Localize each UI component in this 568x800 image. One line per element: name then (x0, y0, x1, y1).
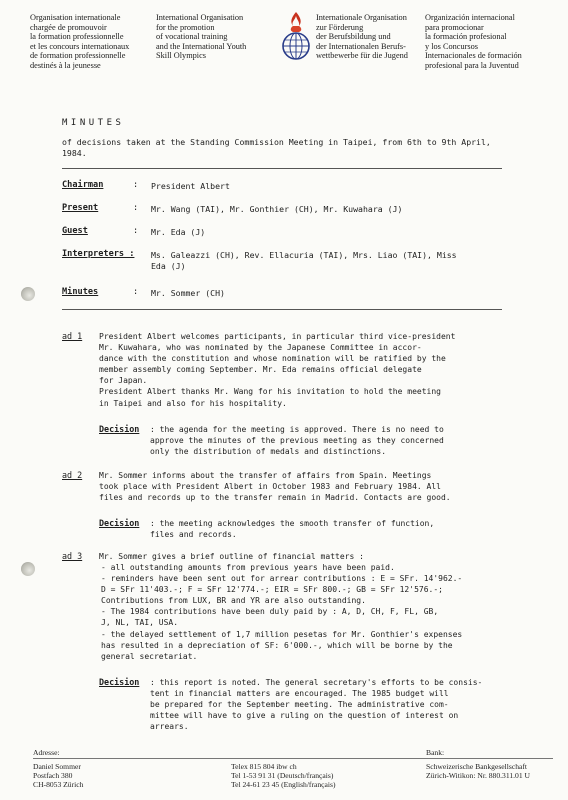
decision-line: : the meeting acknowledges the smooth transfer of function, (150, 519, 435, 528)
chairman-value: President Albert (151, 181, 230, 191)
present-label: Present (62, 203, 99, 213)
item-line: Mr. Sommer informs about the transfer of affairs from Spain. Meetings (99, 471, 432, 480)
decision-text-ad3 (150, 677, 500, 732)
item-line: member assembly coming September. Mr. Eda remains official delegate (99, 365, 422, 375)
bullet-line: - the delayed settlement of 1,7 million pesetas for Mr. Gonthier's expenses (101, 629, 463, 639)
item-line: Mr. Kuwahara, who was nominated by the Japanese Committee in accor- (99, 343, 422, 353)
decision-line: : this report is noted. The general secretary's efforts to be consis- (150, 678, 483, 687)
item-line: for Japan. (99, 376, 148, 386)
decision-line: mittee will have to give a ruling on the question of interest on (150, 711, 459, 721)
letterhead-line: der Internationalen Berufs- (316, 41, 406, 51)
document-title: MINUTES (62, 118, 125, 128)
letterhead-line: zur Förderung (316, 22, 364, 32)
decision-line: approve the minutes of the previous meeting as they concerned (150, 436, 444, 446)
letterhead-col-de (316, 13, 408, 61)
item-line: took place with President Albert in October 1983 and February 1984. All (99, 482, 441, 492)
letterhead-col-en (156, 13, 246, 61)
bank-line: Schweizerische Bankgesellschaft (426, 762, 527, 771)
minutes-value: Mr. Sommer (CH) (151, 288, 225, 298)
meta-divider (62, 309, 502, 310)
letterhead-line: de formation professionnelle (30, 51, 126, 61)
item-label-ad3: ad 3 (62, 551, 83, 561)
meta-colon: : (133, 226, 139, 236)
contact-block (231, 762, 336, 789)
letterhead-line: profesional para la Juventud (425, 60, 519, 70)
item-label-ad2: ad 2 (62, 470, 83, 480)
decision-line: tent in financial matters are encouraged. The 1985 budget will (150, 689, 449, 699)
decision-text-ad1 (150, 424, 500, 457)
letterhead-line: Internacionales de formación (425, 51, 522, 61)
item-body-ad1 (99, 331, 499, 409)
contact-line: Telex 815 804 ibw ch (231, 762, 297, 771)
bank-label: Bank: (426, 748, 445, 757)
guest-label: Guest (62, 226, 88, 236)
item-line: President Albert welcomes participants, in particular third vice-president (99, 332, 456, 341)
interpreters-value: Ms. Galeazzi (CH), Rev. Ellacuria (TAI), Mrs. Liao (TAI), Miss Eda (J) (151, 250, 457, 271)
bullet-line: D = SFr 11'403.-; F = SFr 12'774.-; EIR = SFr 800.-; GB = SFr 12'576.-; (101, 585, 443, 595)
item-body-ad3 (99, 551, 499, 562)
letterhead-line: International Organisation (156, 13, 244, 22)
item-line: Mr. Sommer gives a brief outline of financial matters : (99, 552, 364, 561)
item-body-ad2 (99, 470, 499, 503)
guest-value: Mr. Eda (J) (151, 227, 206, 237)
letterhead-line: chargée de promouvoir (30, 22, 107, 32)
bullet-line: Contributions from LUX, BR and YR are also outstanding. (101, 596, 366, 606)
letterhead-line: Internationale Organisation (316, 13, 407, 22)
punch-hole (21, 287, 35, 301)
decision-line: only the distribution of medals and distinctions. (150, 447, 387, 457)
decision-line: arrears. (150, 722, 189, 732)
decision-line: : the agenda for the meeting is approved. There is no need to (150, 425, 444, 434)
decision-line: files and records. (150, 530, 237, 540)
address-line: Daniel Sommer (33, 762, 81, 771)
punch-hole (21, 562, 35, 576)
bullet-line: - reminders have been sent out for arrear contributions : E = SFr. 14'962.- (101, 574, 463, 584)
address-line: Postfach 380 (33, 771, 73, 780)
letterhead-line: of vocational training (156, 32, 228, 42)
contact-line: Tel 24-61 23 45 (English/français) (231, 780, 336, 789)
meta-colon: : (133, 180, 139, 190)
bullet-line: J, NL, TAI, USA. (101, 618, 179, 628)
item-line: President Albert thanks Mr. Wang for his invitation to hold the meeting (99, 387, 441, 397)
letterhead-line: y los Concursos (425, 41, 479, 51)
decision-label: Decision (99, 677, 140, 687)
letterhead-col-es (425, 13, 522, 71)
bank-line: Zürich-Witikon: Nr. 880.311.01 U (426, 771, 531, 780)
address-label: Adresse: (33, 748, 60, 757)
footer-divider (33, 758, 553, 759)
address-block (33, 762, 83, 789)
letterhead-col-fr (30, 13, 129, 71)
financial-bullets (101, 562, 501, 662)
header-divider (62, 168, 502, 169)
letterhead-line: der Berufsbildung und (316, 32, 391, 42)
letterhead-line: Skill Olympics (156, 51, 207, 61)
decision-line: be prepared for the September meeting. The administrative com- (150, 700, 449, 710)
interpreters-label: Interpreters : (62, 249, 135, 259)
bullet-line: has resulted in a depreciation of SF: 6'000.-, which will be borne by the (101, 640, 453, 650)
item-line: dance with the constitution and whose nomination will be ratified by the (99, 354, 446, 364)
present-value: Mr. Wang (TAI), Mr. Gonthier (CH), Mr. Kuwahara (J) (151, 204, 403, 214)
document-intro: of decisions taken at the Standing Commission Meeting in Taipei, from 6th to 9th April, 1984. (62, 137, 491, 158)
letterhead-line: destinés à la jeunesse (30, 60, 101, 70)
letterhead-line: et les concours internationaux (30, 41, 130, 51)
meta-colon: : (133, 203, 139, 213)
bank-block (426, 762, 530, 780)
decision-label: Decision (99, 424, 140, 434)
bullet-line: - The 1984 contributions have been duly paid by : A, D, CH, F, FL, GB, (101, 607, 439, 617)
meta-colon: : (133, 287, 139, 297)
minutes-label: Minutes (62, 287, 99, 297)
letterhead-line: Organisation internationale (30, 13, 121, 22)
item-line: files and records up to the transfer remain in Madrid. Contacts are good. (99, 493, 451, 503)
letterhead-line: for the promotion (156, 22, 215, 32)
letterhead-line: la formación profesional (425, 32, 507, 42)
letterhead-line: wettbewerbe für die Jugend (316, 51, 408, 61)
address-line: CH-8053 Zürich (33, 780, 84, 789)
bullet-line: general secretariat. (101, 651, 198, 661)
letterhead-line: la formation professionnelle (30, 32, 124, 42)
decision-text-ad2 (150, 518, 500, 540)
letterhead-line: Organización internacional (425, 13, 515, 22)
globe-flame-emblem-icon (281, 10, 311, 62)
letterhead-line: and the International Youth (156, 41, 247, 51)
letterhead-line: para promocionar (425, 22, 484, 32)
bullet-line: - all outstanding amounts from previous years have been paid. (101, 563, 395, 572)
item-line: in Taipei and also for his hospitality. (99, 398, 287, 408)
chairman-label: Chairman (62, 180, 104, 190)
item-label-ad1: ad 1 (62, 331, 83, 341)
contact-line: Tel 1-53 91 31 (Deutsch/français) (231, 771, 334, 780)
decision-label: Decision (99, 518, 140, 528)
